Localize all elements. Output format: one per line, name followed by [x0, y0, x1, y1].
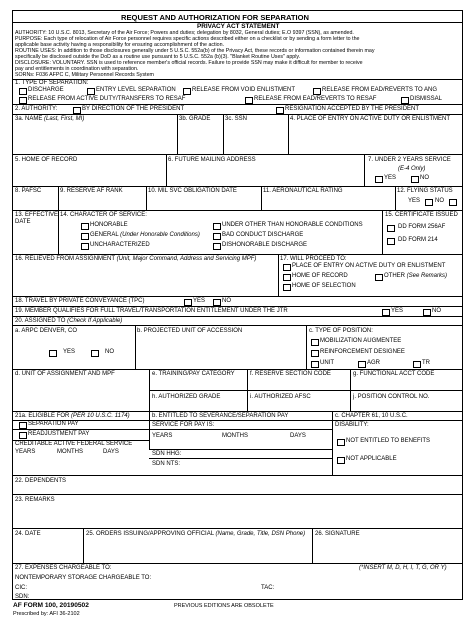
- other-than-honorable-checkbox[interactable]: [213, 223, 221, 230]
- mailing-address-label: 6. FUTURE MAILING ADDRESS: [168, 157, 256, 163]
- service-pay-label: SERVICE FOR PAY IS:: [152, 422, 215, 428]
- dismissal-label: DISMISSAL: [410, 96, 443, 102]
- dependents-label: 22. DEPENDENTS: [15, 478, 67, 484]
- tac-label: TAC:: [261, 585, 275, 591]
- jtr-yes-label: YES: [391, 308, 404, 314]
- void-enlistment-checkbox[interactable]: [183, 88, 191, 95]
- dismissal-checkbox[interactable]: [401, 97, 409, 104]
- disability-label: DISABILITY:: [335, 422, 369, 428]
- cic-label: CIC:: [15, 585, 27, 591]
- sorns-text: SORNs: F036 AFPC C, Military Personnel Records System: [15, 72, 154, 78]
- proceed-home-record-label: HOME OF RECORD: [292, 273, 348, 279]
- tpc-label: 18. TRAVEL BY PRIVATE CONVEYANCE (TPC): [15, 298, 145, 304]
- resignation-checkbox[interactable]: [276, 107, 284, 114]
- assigned-to-label: 20. ASSIGNED TO (Check If Applicable): [15, 318, 123, 324]
- form-title: REQUEST AND AUTHORIZATION FOR SEPARATION: [121, 13, 310, 22]
- divider: [13, 114, 462, 115]
- not-applicable-label: NOT APPLICABLE: [346, 456, 397, 462]
- proceed-home-record-checkbox[interactable]: [283, 274, 291, 281]
- discharge-checkbox[interactable]: [19, 88, 27, 95]
- by-direction-label: BY DIRECTION OF THE PRESIDENT: [82, 106, 185, 112]
- separation-pay-label: SEPARATION PAY: [28, 421, 79, 427]
- nontemporary-storage-label: NONTEMPORARY STORAGE CHARGEABLE TO:: [15, 575, 152, 581]
- orders-official-label: 25. ORDERS ISSUING/APPROVING OFFICIAL (Name, Grade, Title, DSN Phone): [86, 531, 306, 537]
- flying-no-label: NO: [435, 198, 444, 204]
- readjustment-pay-label: READJUSTMENT PAY: [28, 431, 90, 437]
- active-duty-resaf-checkbox[interactable]: [19, 97, 27, 104]
- dd256-checkbox[interactable]: [387, 225, 395, 232]
- grade-label: 3b. GRADE: [179, 116, 211, 122]
- service-years-label: YEARS: [15, 449, 36, 455]
- reinforcement-checkbox[interactable]: [311, 350, 319, 357]
- divider: [13, 475, 462, 476]
- agr-checkbox[interactable]: [358, 361, 366, 368]
- active-duty-resaf-label: RELEASE FROM ACTIVE DUTY/TRANSFERS TO RESAF: [28, 96, 186, 102]
- unit-label: UNIT: [320, 360, 334, 366]
- divider: [13, 296, 462, 297]
- obligation-date-label: 10. MIL SVC OBLIGATION DATE: [148, 188, 237, 194]
- position-control-label: j. POSITION CONTROL NO.: [353, 394, 430, 400]
- pay-years-label: YEARS: [152, 433, 173, 439]
- divider: [13, 210, 462, 211]
- separation-pay-checkbox[interactable]: [19, 422, 27, 429]
- insert-note: (*INSERT M, D, H, I, T, G, OR Y): [359, 565, 447, 571]
- date-label: 24. DATE: [15, 531, 41, 537]
- jtr-yes-checkbox[interactable]: [382, 309, 390, 316]
- jtr-no-label: NO: [432, 308, 441, 314]
- privacy-act-heading: PRIVACY ACT STATEMENT: [197, 23, 280, 30]
- expenses-label: 27. EXPENSES CHARGEABLE TO:: [15, 565, 112, 571]
- bad-conduct-checkbox[interactable]: [213, 233, 221, 240]
- divider: [13, 411, 462, 412]
- arpc-label: a. ARPC DENVER, CO: [15, 328, 78, 334]
- projected-unit-label: b. PROJECTED UNIT OF ACCESSION: [137, 328, 243, 334]
- authorized-afsc-label: i. AUTHORIZED AFSC: [250, 394, 311, 400]
- proceed-home-selection-label: HOME OF SELECTION: [292, 283, 356, 289]
- bad-conduct-label: BAD CONDUCT DISCHARGE: [222, 232, 304, 238]
- divider: [13, 306, 462, 307]
- flying-yes-checkbox[interactable]: [425, 199, 433, 206]
- reserve-section-code-label: f. RESERVE SECTION CODE: [250, 371, 331, 377]
- general-checkbox[interactable]: [81, 233, 89, 240]
- separation-form: [12, 10, 463, 600]
- severance-label: b. ENTITLED TO SEVERANCE/SEPARATION PAY: [152, 413, 289, 419]
- under-2-years-label: 7. UNDER 2 YEARS SERVICE: [368, 157, 451, 163]
- jtr-no-checkbox[interactable]: [423, 309, 431, 316]
- dd214-label: DD FORM 214: [398, 237, 438, 243]
- chapter61-label: c. CHAPTER 61, 10 U.S.C.: [335, 413, 408, 419]
- under2-no-checkbox[interactable]: [411, 176, 419, 183]
- dishonorable-checkbox[interactable]: [213, 243, 221, 250]
- home-of-record-label: 5. HOME OF RECORD: [15, 157, 78, 163]
- authority-text: AUTHORITY: 10 U.S.C. 8013, Secretary of the Air Force; Powers and duties; delegation by 8032, General duties; E.O 9397 (SSN), as amended.: [15, 30, 354, 36]
- ead-resaf-label: RELEASE FROM EAD/REVERTS TO RESAF: [254, 96, 377, 102]
- sdn-hhg-label: SDN HHG:: [152, 451, 182, 457]
- pay-days-label: DAYS: [290, 433, 306, 439]
- tpc-yes-checkbox[interactable]: [184, 299, 192, 306]
- ssn-label: 3c. SSN: [225, 116, 248, 122]
- void-enlistment-label: RELEASE FROM VOID ENLISTMENT: [192, 87, 296, 93]
- under2-no-label: NO: [420, 175, 429, 181]
- proceed-other-label: OTHER (See Remarks): [384, 273, 448, 279]
- reserve-rank-label: 9. RESERVE AF RANK: [60, 188, 123, 194]
- arpc-yes-label: YES: [63, 349, 76, 355]
- prescribed-by: Prescribed by: AFI 36-2102: [13, 611, 80, 617]
- jtr-entitlement-label: 19. MEMBER QUALIFIES FOR FULL TRAVEL/TRANSPORTATION ENTITLEMENT UNDER THE JTR: [15, 308, 288, 314]
- ead-ang-label: RELEASE FROM EAD/REVERTS TO ANG: [322, 87, 438, 93]
- creditable-service-label: CREDITABLE ACTIVE FEDERAL SERVICE: [15, 441, 133, 447]
- obsolete-notice: PREVIOUS EDITIONS ARE OBSOLETE: [174, 603, 274, 609]
- character-of-service-label: 14. CHARACTER OF SERVICE:: [60, 212, 147, 218]
- type-of-separation-label: 1. TYPE OF SEPARATION:: [15, 80, 89, 86]
- type-of-position-label: c. TYPE OF POSITION:: [309, 328, 373, 334]
- aero-rating-label: 11. AERONAUTICAL RATING: [263, 188, 343, 194]
- proceed-place-entry-label: PLACE OF ENTRY ON ACTIVE DUTY OR ENLISTMENT: [292, 263, 446, 269]
- tr-checkbox[interactable]: [413, 361, 421, 368]
- readjustment-pay-checkbox[interactable]: [19, 432, 27, 439]
- divider: [13, 563, 462, 564]
- sdn-label: SDN:: [15, 594, 30, 600]
- signature-label: 26. SIGNATURE: [315, 531, 360, 537]
- proceed-other-checkbox[interactable]: [375, 274, 383, 281]
- entry-level-checkbox[interactable]: [87, 88, 95, 95]
- agr-label: AGR: [367, 360, 381, 366]
- tpc-no-checkbox[interactable]: [213, 299, 221, 306]
- unit-mpf-label: d. UNIT OF ASSIGNMENT AND MPF: [15, 371, 115, 377]
- flying-status-label: 12. FLYING STATUS: [397, 188, 453, 194]
- divider: [13, 254, 462, 255]
- disclosure-text: DISCLOSURE: VOLUNTARY. SSN is used to reference member's official records. Failure to provide SSN may make it difficult for member to receive: [15, 60, 363, 66]
- name-label: 3a. NAME (Last, First, MI): [15, 116, 85, 122]
- flying-no-checkbox[interactable]: [449, 199, 457, 206]
- purpose-text: PURPOSE: Each type of relocation of Air Force personnel requires specific actions described either on a checklist or by sending a form letter to the: [15, 36, 360, 42]
- disclosure-text-cont: pay and entitlements in coordination with separation.: [15, 66, 139, 72]
- authorized-grade-label: h. AUTHORIZED GRADE: [152, 394, 221, 400]
- dishonorable-label: DISHONORABLE DISCHARGE: [222, 242, 308, 248]
- resignation-label: RESIGNATION ACCEPTED BY THE PRESIDENT: [285, 106, 420, 112]
- honorable-checkbox[interactable]: [81, 223, 89, 230]
- service-months-label: MONTHS: [57, 449, 83, 455]
- under2-yes-label: YES: [384, 175, 397, 181]
- routine-uses-text-cont: specifically be disclosed outside the DoD as a routine use pursuant to 5 U.S.C. 552a (b)(3). "Blanket Routine Uses" apply.: [15, 54, 301, 60]
- authority-label: 2. AUTHORITY:: [15, 106, 58, 112]
- ead-ang-checkbox[interactable]: [313, 88, 321, 95]
- tpc-no-label: NO: [222, 298, 231, 304]
- divider: [13, 369, 462, 370]
- effective-date-label-cont: DATE: [15, 219, 31, 225]
- ead-resaf-checkbox[interactable]: [245, 97, 253, 104]
- purpose-text-cont: applicable base activity having a responsibility for ensuring accomplishment of the action.: [15, 42, 225, 48]
- general-label: GENERAL (Under Honorable Conditions): [90, 232, 200, 238]
- mob-aug-label: MOBILIZATION AUGMENTEE: [320, 338, 402, 344]
- relieved-from-label: 16. RELIEVED FROM ASSIGNMENT (Unit, Major Command, Address and Servicing MPF): [15, 256, 257, 262]
- flying-yes-label: YES: [408, 198, 421, 204]
- remarks-label: 23. REMARKS: [15, 497, 55, 503]
- by-direction-checkbox[interactable]: [73, 107, 81, 114]
- eligible-for-label: 21a. ELIGIBLE FOR (PER 10 U.S.C. 1174): [15, 413, 130, 419]
- service-days-label: DAYS: [103, 449, 119, 455]
- tr-label: TR: [422, 360, 430, 366]
- under2-yes-checkbox[interactable]: [375, 176, 383, 183]
- reinforcement-label: REINFORCEMENT DESIGNEE: [320, 349, 405, 355]
- divider: [13, 104, 462, 105]
- discharge-label: DISCHARGE: [28, 87, 64, 93]
- pafsc-label: 8. PAFSC: [15, 188, 42, 194]
- form-id: AF FORM 100, 20190502: [13, 602, 89, 609]
- mob-aug-checkbox[interactable]: [311, 339, 319, 346]
- effective-date-label: 13. EFFECTIVE: [15, 212, 59, 218]
- divider: [13, 316, 462, 317]
- not-applicable-checkbox[interactable]: [337, 457, 345, 464]
- not-entitled-label: NOT ENTITLED TO BENEFITS: [346, 438, 431, 444]
- training-pay-label: e. TRAINING/PAY CATEGORY: [152, 371, 235, 377]
- uncharacterized-checkbox[interactable]: [81, 243, 89, 250]
- not-entitled-checkbox[interactable]: [337, 439, 345, 446]
- arpc-yes-checkbox[interactable]: [49, 350, 57, 357]
- honorable-label: HONORABLE: [90, 222, 128, 228]
- arpc-no-label: NO: [105, 349, 114, 355]
- proceed-home-selection-checkbox[interactable]: [283, 284, 291, 291]
- entry-level-label: ENTRY LEVEL SEPARATION: [96, 87, 176, 93]
- uncharacterized-label: UNCHARACTERIZED: [90, 242, 150, 248]
- arpc-no-checkbox[interactable]: [91, 350, 99, 357]
- place-of-entry-label: 4. PLACE OF ENTRY ON ACTIVE DUTY OR ENLISTMENT: [290, 116, 451, 122]
- e4-only-note: (E-4 Only): [398, 166, 426, 172]
- divider: [13, 154, 462, 155]
- dd214-checkbox[interactable]: [387, 238, 395, 245]
- divider: [13, 528, 462, 529]
- proceed-place-entry-checkbox[interactable]: [283, 264, 291, 271]
- will-proceed-label: 17. WILL PROCEED TO:: [280, 256, 347, 262]
- sdn-nts-label: SDN NTS:: [152, 461, 181, 467]
- functional-acct-code-label: g. FUNCTIONAL ACCT CODE: [353, 371, 435, 377]
- routine-uses-text: ROUTINE USES: In addition to those disclosures generally under 5 U.S.C. 552a(b) of the Privacy Act, these records or information contained therein may: [15, 48, 375, 54]
- tpc-yes-label: YES: [193, 298, 206, 304]
- divider: [13, 494, 462, 495]
- unit-checkbox[interactable]: [311, 361, 319, 368]
- pay-months-label: MONTHS: [222, 433, 248, 439]
- certificate-issued-label: 15. CERTIFICATE ISSUED: [385, 212, 458, 218]
- dd256-label: DD FORM 256AF: [398, 224, 446, 230]
- other-than-honorable-label: UNDER OTHER THAN HONORABLE CONDITIONS: [222, 222, 363, 228]
